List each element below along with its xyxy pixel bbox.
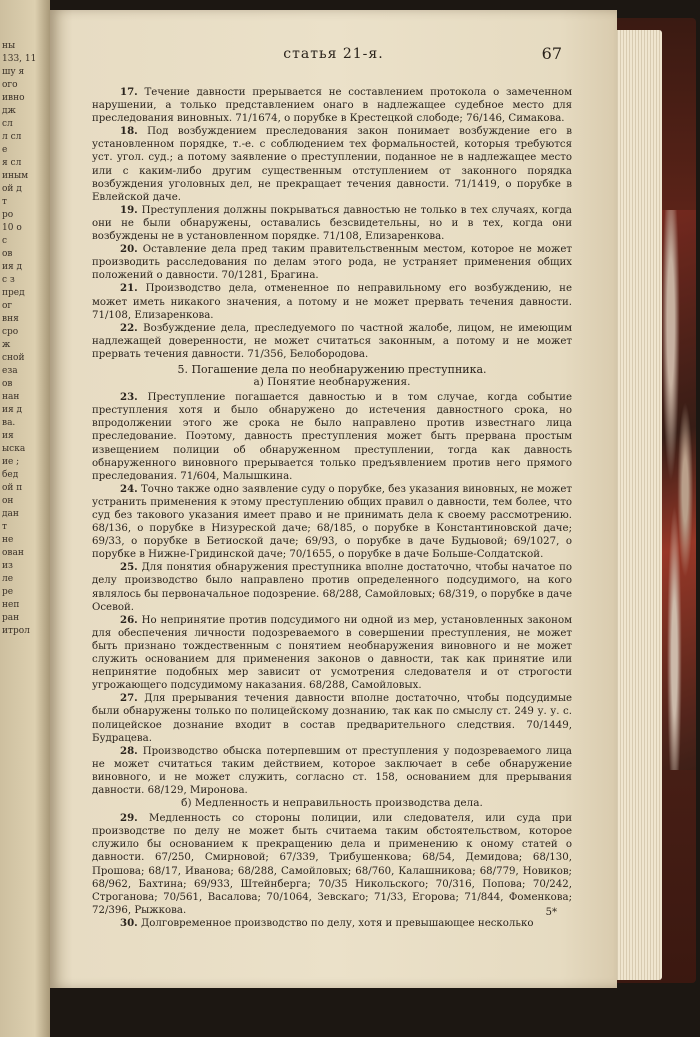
paragraph-number: 28. (120, 744, 138, 757)
page-number: 67 (541, 44, 562, 63)
paragraph-text: Для прерывания течения давности вполне достаточно, чтобы подсудимые были обнаружены только по полицейскому дознанию, так как по смыслу ст. 249 у. у. с. полицейское дознание входит в состав предварительного следствия. 70/1449, Будрацева. (92, 693, 572, 744)
paragraph-text: Возбуждение дела, преследуемого по частной жалобе, лицом, не имеющим надлежащей доверенности, не может считаться законным, а потому и не может прервать течения давности. 71/356, Белобородова. (92, 322, 572, 360)
signature-mark: 5* (545, 907, 557, 918)
left-page-line: ия (2, 431, 14, 441)
left-page-line: неп (2, 600, 20, 610)
paragraph-text: Преступления должны покрываться давностью не только в тех случаях, когда они не были обнаружены, оставались безсвидетельны, но и в тех, когда они возбуждены не в установленном порядке. 71/108, Елизаренкова. (92, 204, 572, 243)
left-page (0, 0, 50, 1037)
left-page-line: он (2, 496, 14, 506)
paragraph-number: 22. (120, 321, 138, 334)
left-page-line: ия д (2, 262, 23, 272)
left-page-line: ран (2, 613, 20, 623)
left-page-line: л сл (2, 132, 22, 142)
left-page-line: с з (2, 275, 15, 285)
paragraph (92, 692, 572, 744)
left-page-line: ог (2, 301, 13, 311)
left-page-line: е (2, 145, 8, 155)
paragraph-number: 23. (120, 391, 138, 404)
paragraph-number: 26. (120, 613, 138, 626)
paragraph-text: Медленность со стороны полиции, или следователя, или суда при производстве по делу не может быть считаема таким обстоятельством, которое служило бы основанием к прекращению дела и применению к оному статей о давности. 67/250, Смирновой; 67/339, Трибушенкова; 68/54, Демидова; 68/130, Прошова; 68/17, Иванова; 68/288, Самойловых; 68/760, Калашникова; 68/779, Новиков; 68/962, Бахтина; 69/933, Штейнберга; 70/35 Никольского; 70/316, Попова; 70/242, Строганова; 70/561, Васалова; 70/1064, Зевскаго; 71/33, Егорова; 71/844, Фоменкова; 72/396, Рыжкова. (92, 813, 572, 916)
left-page-line: еза (2, 366, 18, 376)
left-page-line: сл (2, 119, 13, 129)
left-page-line: ж (2, 340, 11, 350)
paragraph (92, 483, 572, 562)
paragraph-number: 18. (120, 125, 138, 138)
left-page-line: бед (2, 470, 19, 480)
paragraph-text: Производство дела, отмененное по неправильному его возбуждению, не может иметь никакого значения, а потому и не может прервать течения давности. 71/108, Елизаренкова. (92, 283, 572, 321)
left-page-line: ле (2, 574, 14, 584)
paragraph (92, 204, 572, 243)
left-page-line: ой п (2, 483, 23, 493)
left-page-line: ия д (2, 405, 23, 415)
left-page-line: дж (2, 106, 16, 116)
left-page-line: ой д (2, 184, 22, 194)
left-page-line: ивно (2, 93, 25, 103)
left-page-line: нан (2, 392, 20, 402)
left-page-line: иным (2, 171, 29, 181)
left-page-line: 133, 11 (2, 54, 37, 64)
left-page-line: ого (2, 80, 18, 90)
paragraph (92, 561, 572, 613)
paragraph-number: 25. (120, 561, 138, 574)
left-page-line: ро (2, 210, 14, 220)
paragraph-text: Точно также одно заявление суду о порубке, без указания виновных, не может устранить применения к этому преступлению общих правил о давности, тем более, что суд без такового указания имеет право и не принимать дела к своему рассмотрению. 68/136, о порубке в Низуреской даче; 68/185, о порубке в Константиновской даче; 69/33, о порубке в Бетиоской даче; 69/93, о порубке в даче Будыовой; 69/1027, о порубке в Нижне-Гридинской даче; 70/1655, о порубке в даче Больше-Солдатской. (92, 483, 572, 561)
paragraph (92, 745, 572, 797)
left-page-line: т (2, 522, 7, 532)
left-page-line: ны (2, 41, 16, 51)
paragraph-text: Но непринятие против подсудимого ни одной из мер, установленных законом для обеспечения личности подозреваемого в совершении преступления, не может быть признано тождественным с понятием необнаружения виновного и не может служить основанием для применения законов о давности, так как принятие или непринятие подобных мер зависит от усмотрения следователя и от строгости угрожающего подсудимому наказания. 68/288, Самойловых. (92, 614, 572, 692)
paragraph-text: Течение давности прерывается не составлением протокола о замеченном нарушении, а только представлением онаго в надлежащее судебное место для преследования виновных. 71/1674, о порубке в Крестецкой слободе; 76/146, Симакова. (92, 87, 572, 125)
paragraph-number: 30. (120, 916, 138, 929)
paragraph-number: 19. (120, 203, 138, 216)
left-page-line: сро (2, 327, 19, 337)
paragraph-number: 17. (120, 86, 138, 98)
page-header (50, 46, 617, 66)
left-page-line: дан (2, 509, 19, 519)
paragraph-number: 29. (120, 812, 138, 825)
section-title: 5. Погашение дела по необнаружению преступника. (177, 362, 487, 376)
paragraph (92, 125, 572, 204)
left-page-line: ов (2, 379, 13, 389)
left-page-line: 10 о (2, 223, 22, 233)
marbled-edge (660, 210, 696, 770)
left-page-line: пред (2, 288, 25, 298)
paragraph (92, 322, 572, 361)
subsection-a-title: а) Понятие необнаружения. (253, 376, 411, 389)
paragraph-text: Для понятия обнаружения преступника вполне достаточно, чтобы начатое по делу производство было направлено против определенного подсудимого, на кого являлось бы первоначальное подозрение. 68/288, Самойловых; 68/319, о порубке в даче Осевой. (92, 562, 572, 613)
left-page-line: я сл (2, 158, 22, 168)
left-page-line: итрол (2, 626, 30, 636)
paragraph-number: 21. (120, 282, 138, 295)
left-page-line: ре (2, 587, 14, 597)
left-page-line: шу я (2, 67, 25, 77)
paragraphs-a (92, 391, 572, 797)
left-page-line: ва. (2, 418, 16, 428)
paragraphs-main (92, 86, 572, 361)
paragraph-text: Преступление погашается давностью и в том случае, когда событие преступления хотя и было обнаружено до истечения давностного срока, но впродолжении этого же срока не было направлено против известнаго лица преследование. Поэтому, давность преступления может быть прервана простым извещением полиции об обнаруженном преступлении, тогда как давность обнаруженного виновного прерывается только предъявлением против него прямого преследования. 71/604, Малышкина. (92, 392, 572, 482)
page-content (92, 86, 572, 930)
paragraph (92, 391, 572, 483)
left-page-line: ыска (2, 444, 26, 454)
paragraph (92, 917, 572, 930)
left-page-line: ие ; (2, 457, 20, 467)
paragraph-text: Долговременное производство по делу, хотя и превышающее несколько (137, 917, 534, 929)
left-page-line: т (2, 197, 7, 207)
paragraph (92, 282, 572, 321)
paragraph-text: Производство обыска потерпевшим от преступления у подозреваемого лица не может считаться таким действием, которое заключает в себе обнаружение виновного, и не может служить, согласно ст. 158, основанием для прерывания давности. 68/129, Миронова. (92, 745, 572, 796)
paragraph-text: Оставление дела пред таким правительственным местом, которое не может производить расследования по делам этого рода, не устраняет применения общих положений о давности. 70/1281, Брагина. (92, 244, 572, 282)
page-edges (612, 30, 662, 980)
left-page-line: ов (2, 249, 13, 259)
paragraph-number: 27. (120, 692, 138, 705)
left-page-line: с (2, 236, 8, 246)
paragraph-number: 20. (120, 243, 138, 256)
left-page-line: не (2, 535, 14, 545)
left-page-line: вня (2, 314, 19, 324)
paragraphs-b (92, 812, 572, 930)
left-page-line: ован (2, 548, 24, 558)
paragraph-number: 24. (120, 482, 138, 495)
paragraph (92, 812, 572, 917)
left-page-line: сной (2, 353, 25, 363)
paragraph-text: Под возбуждением преследования закон понимает возбуждение его в установленном порядке, т.-е. с соблюдением тех формальностей, которыя требуются уст. угол. суд.; а потому заявление о преступлении, поданное не в надлежащее место или с каким-либо другим существенным отступлением от законного порядка возбуждения уголовных дел, не прекращает течения давности. 71/1419, о порубке в Евлейской даче. (92, 126, 572, 203)
left-page-line: из (2, 561, 13, 571)
paragraph (92, 614, 572, 693)
running-title: статья 21-я. (283, 46, 384, 62)
book-page (50, 10, 617, 988)
paragraph (92, 86, 572, 125)
paragraph (92, 243, 572, 282)
subsection-b-title: б) Медленность и неправильность производства дела. (181, 797, 483, 810)
